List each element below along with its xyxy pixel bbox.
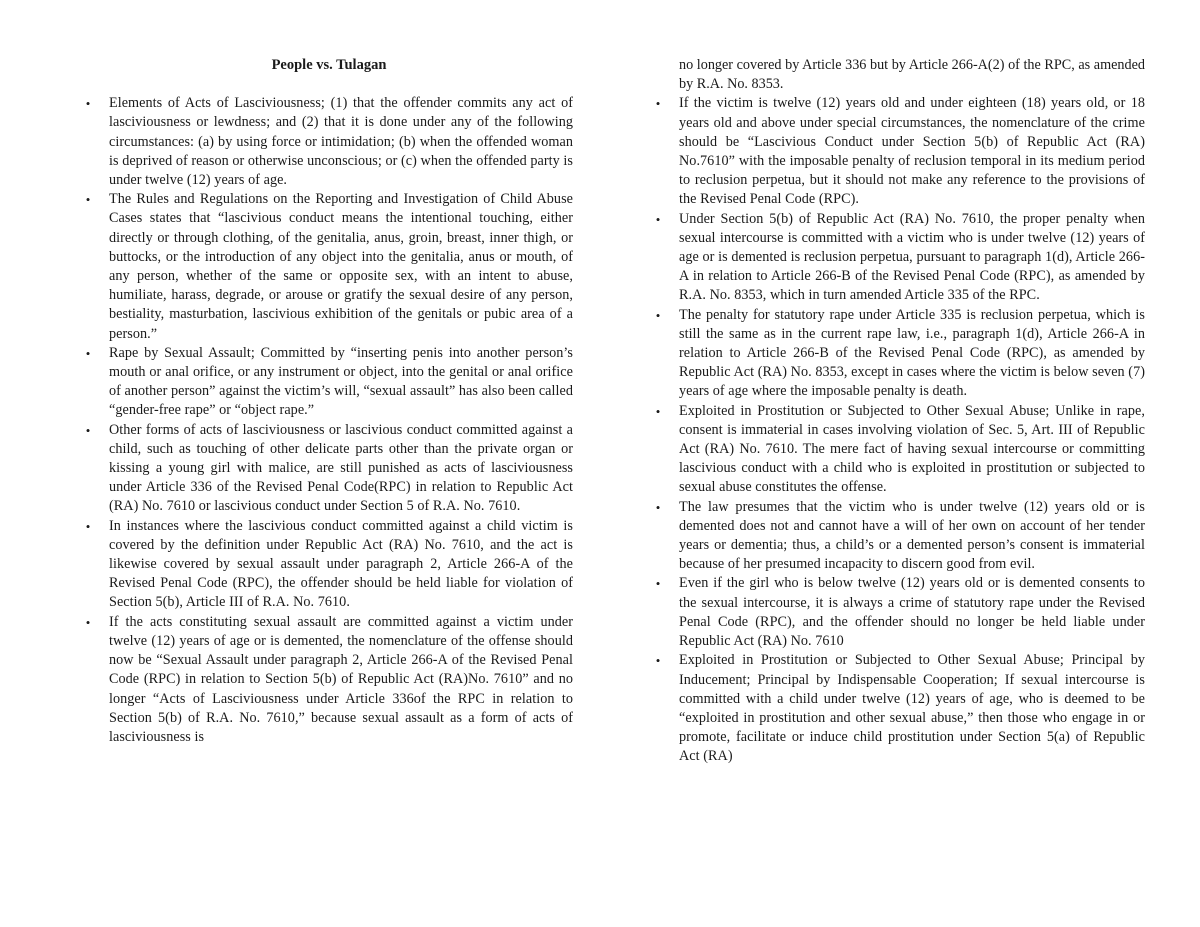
list-item [655, 574, 1145, 651]
list-item-text: If the victim is twelve (12) years old and under eighteen (18) years old, or 18 years old and above under special circumstances, the nomenclature of the crime should be “Lascivious Conduct under Section 5(b) of Republic Act (RA) No.7610” with the imposable penalty of reclusion temporal in its medium period to reclusion perpetua, but it should not make any reference to the provisions of the Revised Penal Code (RPC). [679, 95, 1145, 208]
list-item-text: Even if the girl who is below twelve (12) years old or is demented consents to the sexual intercourse, it is always a crime of statutory rape under the Revised Penal Code (RPC), and the offender should no longer be held liable under Republic Act (RA) No. 7610 [679, 575, 1145, 650]
bullet-icon: • [655, 211, 661, 227]
right-column [655, 56, 1145, 767]
left-column [85, 56, 573, 747]
bullet-icon: • [655, 653, 661, 669]
list-item-text: In instances where the lascivious conduct committed against a child victim is covered by the definition under Republic Act (RA) No. 7610, and the act is likewise covered by sexual assault under paragraph 2, Article 266-A of the Revised Penal Code (RPC), the offender should be held liable for violation of Section 5(b), Article III of R.A. No. 7610. [109, 517, 573, 611]
continued-paragraph: no longer covered by Article 336 but by Article 266-A(2) of the RPC, as amended by R.A. No. 8353. [679, 57, 1145, 93]
bullet-icon: • [85, 614, 91, 630]
bullet-icon: • [655, 576, 661, 592]
page-title: People vs. Tulagan [271, 57, 387, 73]
list-item-text: Under Section 5(b) of Republic Act (RA) No. 7610, the proper penalty when sexual intercourse is committed with a victim who is under twelve (12) years of age or is demented is reclusion perpetua, pursuant to paragraph 1(d), Article 266-A in relation to Article 266-B of the Revised Penal Code (RPC), as amended by R.A. No. 8353, which in turn amended Article 335 of the RPC. [679, 210, 1145, 304]
bullet-icon: • [655, 499, 661, 515]
list-item [85, 421, 573, 517]
bullet-icon: • [85, 422, 91, 438]
bullet-icon: • [85, 518, 91, 534]
left-bullet-list [85, 94, 573, 747]
right-bullet-list [655, 94, 1145, 766]
list-item [85, 94, 573, 190]
list-item-text: The law presumes that the victim who is under twelve (12) years old or is demented does not and cannot have a will of her own on account of her tender years or dementia; thus, a child’s or a demented person’s consent is immaterial because of her presumed incapacity to discern good from evil. [679, 498, 1145, 573]
list-item [655, 402, 1145, 498]
bullet-icon: • [655, 96, 661, 112]
bullet-icon: • [655, 307, 661, 323]
bullet-icon: • [655, 403, 661, 419]
list-item [655, 210, 1145, 306]
list-item-text: Elements of Acts of Lasciviousness; (1) that the offender commits any act of lasciviousness or lewdness; and (2) that it is done under any of the following circumstances: (a) by using force or intimidation; (b) when the offended woman is deprived of reason or otherwise unconscious; or (c) when the offended party is under twelve (12) years of age. [109, 95, 573, 189]
list-item [85, 344, 573, 421]
list-item-text: The penalty for statutory rape under Article 335 is reclusion perpetua, which is still the same as in the current rape law, i.e., paragraph 1(d), Article 266-A in relation to Article 266-B of the Revised Penal Code (RPC), as amended by Republic Act (RA) No. 8353, except in cases where the victim is below seven (7) years of age where the imposable penalty is death. [679, 306, 1145, 400]
list-item-text: Rape by Sexual Assault; Committed by “inserting penis into another person’s mouth or anal orifice, or any instrument or object, into the genital or anal orifice of another person” against the victim’s will, “sexual assault” has also been called “gender-free rape” or “object rape.” [109, 344, 573, 419]
list-item [655, 94, 1145, 209]
list-item-text: Exploited in Prostitution or Subjected to Other Sexual Abuse; Unlike in rape, consent is immaterial in cases involving violation of Sec. 5, Art. III of Republic Act (RA) No. 7610. The mere fact of having sexual intercourse or committing lascivious conduct with a child who is exploited in prostitution or subjected to sexual abuse constitutes the offense. [679, 402, 1145, 496]
list-item-text: Exploited in Prostitution or Subjected to Other Sexual Abuse; Principal by Inducement; Principal by Indispensable Cooperation; If sexual intercourse is committed with a child under twelve (12) years of age, who is deemed to be “exploited in prostitution and other sexual abuse,” then those who engage in or promote, facilitate or induce child prostitution under Section 5(a) of Republic Act (RA) [679, 652, 1145, 765]
list-item [655, 498, 1145, 575]
list-item [655, 651, 1145, 766]
bullet-icon: • [85, 345, 91, 361]
list-item [85, 613, 573, 747]
bullet-icon: • [85, 96, 91, 112]
list-item-text: The Rules and Regulations on the Reporting and Investigation of Child Abuse Cases states that “lascivious conduct means the intentional touching, either directly or through clothing, of the genitalia, anus, groin, breast, inner thigh, or buttocks, or the introduction of any object into the genitalia, anus or mouth, of any person, whether of the same or opposite sex, with an intent to abuse, humiliate, harass, degrade, or arouse or gratify the sexual desire of any person, bestiality, masturbation, lascivious exhibition of the genitals or pubic area of a person.” [109, 191, 573, 342]
list-item-text: Other forms of acts of lasciviousness or lascivious conduct committed against a child, such as touching of other delicate parts other than the private organ or kissing a young girl with malice, are still punished as acts of lasciviousness under Article 336 of the Revised Penal Code(RPC) in relation to Republic Act (RA) No. 7610 or lascivious conduct under Section 5 of R.A. No. 7610. [109, 421, 573, 515]
list-item [655, 306, 1145, 402]
list-item [85, 517, 573, 613]
bullet-icon: • [85, 192, 91, 208]
list-item-text: If the acts constituting sexual assault are committed against a victim under twelve (12) years of age or is demented, the nomenclature of the offense should now be “Sexual Assault under paragraph 2, Article 266-A of the Revised Penal Code (RPC) in relation to Section 5(b) of Republic Act (RA)No. 7610” and no longer “Acts of Lasciviousness under Article 336of the RPC in relation to Section 5(b) of R.A. No. 7610,” because sexual assault as a form of acts of lasciviousness is [109, 613, 573, 745]
list-item [85, 190, 573, 344]
